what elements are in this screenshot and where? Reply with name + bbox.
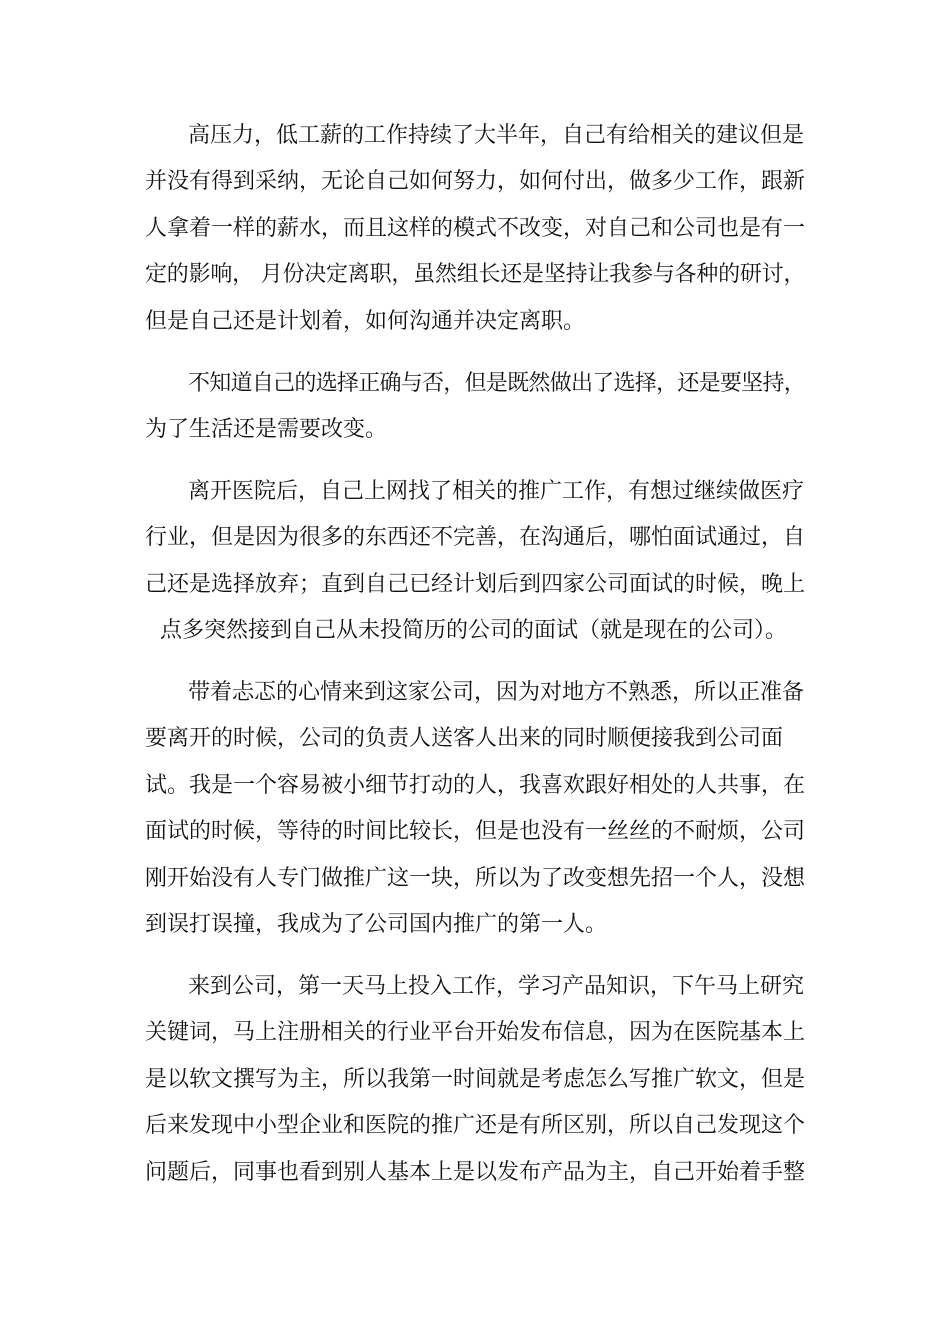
text-line: 但是自己还是计划着，如何沟通并决定离职。 xyxy=(145,309,586,334)
text-line: 问题后，同事也看到别人基本上是以发布产品为主，自己开始着手整 xyxy=(145,1160,806,1185)
text-line: 关键词，马上注册相关的行业平台开始发布信息，因为在医院基本上 xyxy=(145,1020,806,1045)
text-line: 面试的时候，等待的时间比较长，但是也没有一丝丝的不耐烦，公司 xyxy=(145,819,806,844)
text-line: 试。我是一个容易被小细节打动的人，我喜欢跟好相处的人共事，在 xyxy=(145,773,806,798)
text-line: 离开医院后，自己上网找了相关的推广工作，有想过继续做医疗 xyxy=(188,479,805,504)
text-line: 行业，但是因为很多的东西还不完善，在沟通后，哪怕面试通过，自 xyxy=(145,525,806,550)
text-line: 人拿着一样的薪水，而且这样的模式不改变，对自己和公司也是有一 xyxy=(145,216,806,241)
text-line: 是以软文撰写为主，所以我第一时间就是考虑怎么写推广软文，但是 xyxy=(145,1067,806,1092)
text-line: 到误打误撞，我成为了公司国内推广的第一人。 xyxy=(145,912,608,937)
text-line: 并没有得到采纳，无论自己如何努力，如何付出，做多少工作，跟新 xyxy=(145,169,806,194)
text-line: 后来发现中小型企业和医院的推广还是有所区别，所以自己发现这个 xyxy=(145,1113,806,1138)
text-line: 己还是选择放弃；直到自己已经计划后到四家公司面试的时候，晚上 xyxy=(145,572,806,597)
text-line: 来到公司，第一天马上投入工作，学习产品知识，下午马上研究 xyxy=(188,974,805,999)
text-line: 不知道自己的选择正确与否，但是既然做出了选择，还是要坚持， xyxy=(188,371,806,396)
text-line: 高压力，低工薪的工作持续了大半年，自己有给相关的建议但是 xyxy=(188,123,805,148)
text-line: 刚开始没有人专门做推广这一块，所以为了改变想先招一个人，没想 xyxy=(145,866,806,891)
text-line: 要离开的时候，公司的负责人送客人出来的同时顺便接我到公司面 xyxy=(145,726,784,751)
text-line: 定的影响， 月份决定离职，虽然组长还是坚持让我参与各种的研讨， xyxy=(145,262,806,287)
text-line: 为了生活还是需要改变。 xyxy=(145,417,388,442)
text-line: 点多突然接到自己从未投简历的公司的面试（就是现在的公司）。 xyxy=(160,618,788,643)
text-line: 带着忐忑的心情来到这家公司，因为对地方不熟悉，所以正准备 xyxy=(188,680,805,705)
